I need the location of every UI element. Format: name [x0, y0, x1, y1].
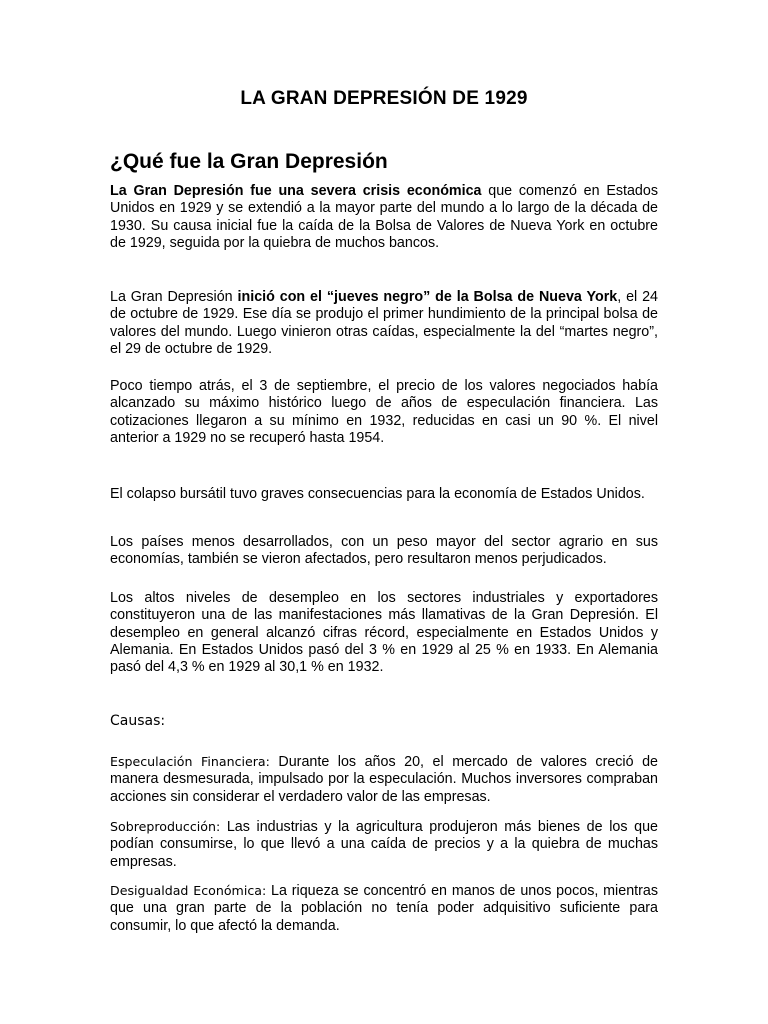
paragraph-paises: Los países menos desarrollados, con un peso mayor del sector agrario en sus economías, también se vieron afectados, pero resultaron menos perjudicados. — [110, 534, 658, 568]
paragraph-jueves-negro — [110, 289, 658, 358]
cause-text: Las industrias y la agricultura produjeron más bienes de los que podían consumirse, lo que llevó a una caída de precios y a la quiebra de muchas empresas. — [110, 819, 658, 870]
cause-text: Durante los años 20, el mercado de valores creció de manera desmesurada, impulsado por la especulación. Muchos inversores compraban acciones sin considerar el verdadero valor de las empresas. — [110, 754, 658, 805]
paragraph-desempleo: Los altos niveles de desempleo en los sectores industriales y exportadores constituyeron una de las manifestaciones más llamativas de la Gran Depresión. El desempleo en general alcanzó cifras récord, especialmente en Estados Unidos y Alemania. En Estados Unidos pasó del 3 % en 1929 al 25 % en 1933. En Alemania pasó del 4,3 % en 1929 al 30,1 % en 1932. — [110, 590, 658, 676]
paragraph-cotizaciones: Poco tiempo atrás, el 3 de septiembre, el precio de los valores negociados había alcanzado su máximo histórico luego de años de especulación financiera. Las cotizaciones llegaron a su mínimo en 1932, reducidas en casi un 90 %. El nivel anterior a 1929 no se recuperó hasta 1954. — [110, 378, 658, 446]
cause-text: La riqueza se concentró en manos de unos pocos, mientras que una gran parte de la población no tenía poder adquisitivo suficiente para consumir, lo que afectó la demanda. — [110, 883, 658, 934]
cause-item — [110, 818, 658, 871]
paragraph-jueves-negro-start: La Gran Depresión — [110, 289, 238, 305]
section-heading: ¿Qué fue la Gran Depresión — [110, 150, 388, 173]
cause-label: Sobreproducción: — [110, 819, 221, 834]
cause-label: Desigualdad Económica: — [110, 883, 267, 898]
cause-item — [110, 753, 658, 806]
cause-label: Especulación Financiera: — [110, 754, 270, 769]
paragraph-jueves-negro-end: , el 24 de octubre de 1929. Ese día se produjo el primer hundimiento de la principal bolsa de valores del mundo. Luego vinieron otras caídas, especialmente la del “martes negro”, el 29 de octubre de 1929. — [110, 289, 658, 357]
paragraph-definition-text: que comenzó en Estados Unidos en 1929 y se extendió a la mayor parte del mundo a lo largo de la década de 1930. Su causa inicial fue la caída de la Bolsa de Valores de Nueva York en octubre de 1929, seguida por la quiebra de muchos bancos. — [110, 183, 658, 251]
document-title: LA GRAN DEPRESIÓN DE 1929 — [240, 88, 528, 109]
cause-item — [110, 882, 658, 935]
causas-heading: Causas: — [110, 713, 166, 729]
paragraph-definition-bold: La Gran Depresión fue una severa crisis económica — [110, 183, 482, 199]
paragraph-jueves-negro-bold: inició con el “jueves negro” de la Bolsa de Nueva York — [237, 289, 618, 305]
paragraph-definition — [110, 183, 658, 252]
paragraph-colapso: El colapso bursátil tuvo graves consecuencias para la economía de Estados Unidos. — [110, 486, 645, 502]
